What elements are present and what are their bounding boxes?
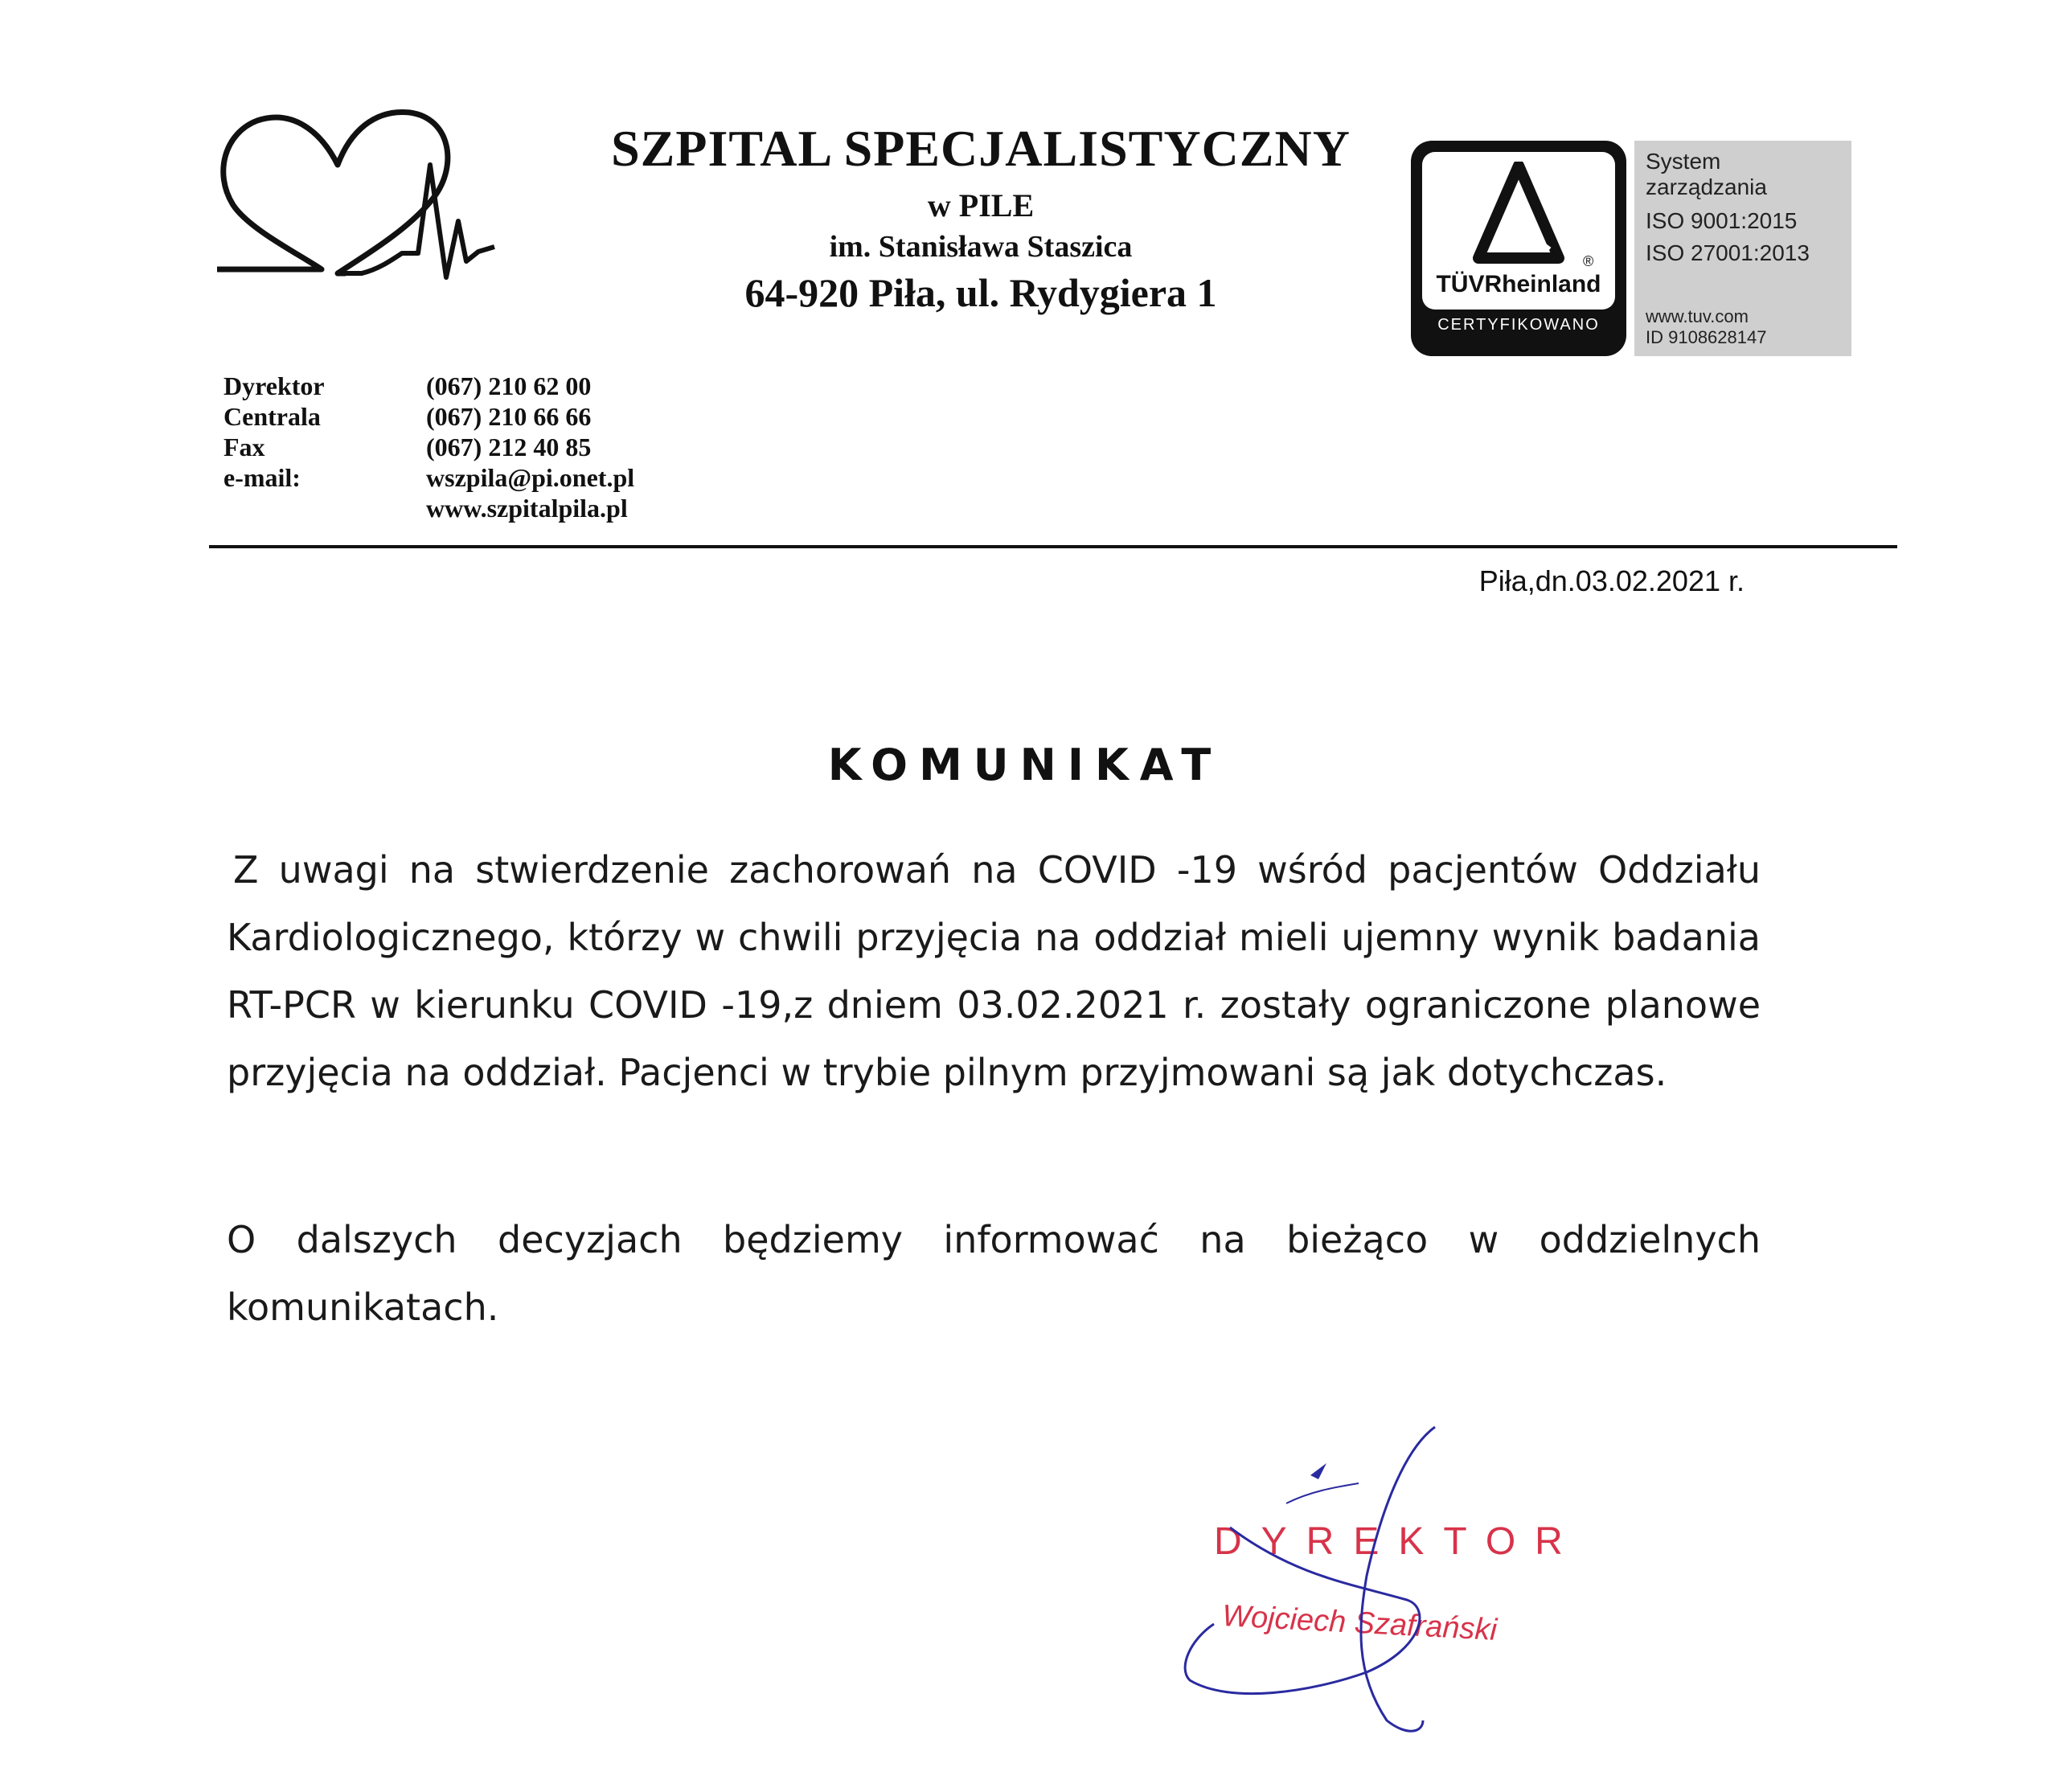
body-paragraph-1: Z uwagi na stwierdzenie zachorowań na COVID -19 wśród pacjentów Oddziału Kardiologicznego, którzy w chwili przyjęcia na oddział mieli ujemny wynik badania RT-PCR w kierunku COVID -19,z dniem 03.02.2021 r. zostały ograniczone planowe przyjęcia na oddział. Pacjenci w trybie pilnym przyjmowani są jak dotychczas. <box>227 848 1761 1094</box>
hospital-city: w PILE <box>927 187 1035 223</box>
tuv-brand: TÜVRheinland <box>1436 271 1601 297</box>
header-divider <box>209 545 1897 548</box>
contact-fax: (067) 212 40 85 <box>426 433 592 461</box>
tuv-triangle-icon <box>1472 162 1565 266</box>
stamp-name: Wojciech Szafrański <box>1221 1599 1499 1647</box>
contact-label-email: e-mail: <box>223 463 301 492</box>
stamp-title: DYREKTOR <box>1214 1520 1582 1563</box>
system-label-2: zarządzania <box>1646 174 1767 199</box>
contact-label-fax: Fax <box>223 433 265 461</box>
tuv-certification-badge <box>1411 141 1851 356</box>
tuv-id: ID 9108628147 <box>1646 327 1767 347</box>
tuv-certified-label: CERTYFIKOWANO <box>1437 316 1600 334</box>
document-date: Piła,dn.03.02.2021 r. <box>1478 564 1745 597</box>
handwritten-signature <box>1166 1415 1616 1737</box>
contact-email: wszpila@pi.onet.pl <box>426 463 635 492</box>
contact-phone-central: (067) 210 66 66 <box>426 402 592 431</box>
document-title: KOMUNIKAT <box>827 740 1223 790</box>
tuv-website: www.tuv.com <box>1646 306 1749 326</box>
iso-27001: ISO 27001:2013 <box>1646 240 1810 265</box>
hospital-name: SZPITAL SPECJALISTYCZNY <box>611 120 1351 177</box>
tuv-logo-box <box>1411 141 1626 356</box>
body-paragraph-2: O dalszych decyzjach będziemy informować na bieżąco w oddzielnych komunikatach. <box>227 1218 1761 1329</box>
contact-label-central: Centrala <box>223 402 321 431</box>
contact-website: www.szpitalpila.pl <box>426 494 628 523</box>
iso-9001: ISO 9001:2015 <box>1646 208 1798 233</box>
director-stamp <box>1166 1415 1616 1737</box>
registered-mark: ® <box>1583 253 1594 269</box>
contact-phone-director: (067) 210 62 00 <box>426 371 592 400</box>
hospital-patron: im. Stanisława Staszica <box>829 230 1133 264</box>
hospital-address: 64-920 Piła, ul. Rydygiera 1 <box>744 270 1217 315</box>
contact-label-director: Dyrektor <box>223 371 325 400</box>
tuv-info-panel <box>1634 141 1851 356</box>
system-label: System <box>1646 149 1721 174</box>
heart-ecg-logo <box>217 109 506 285</box>
